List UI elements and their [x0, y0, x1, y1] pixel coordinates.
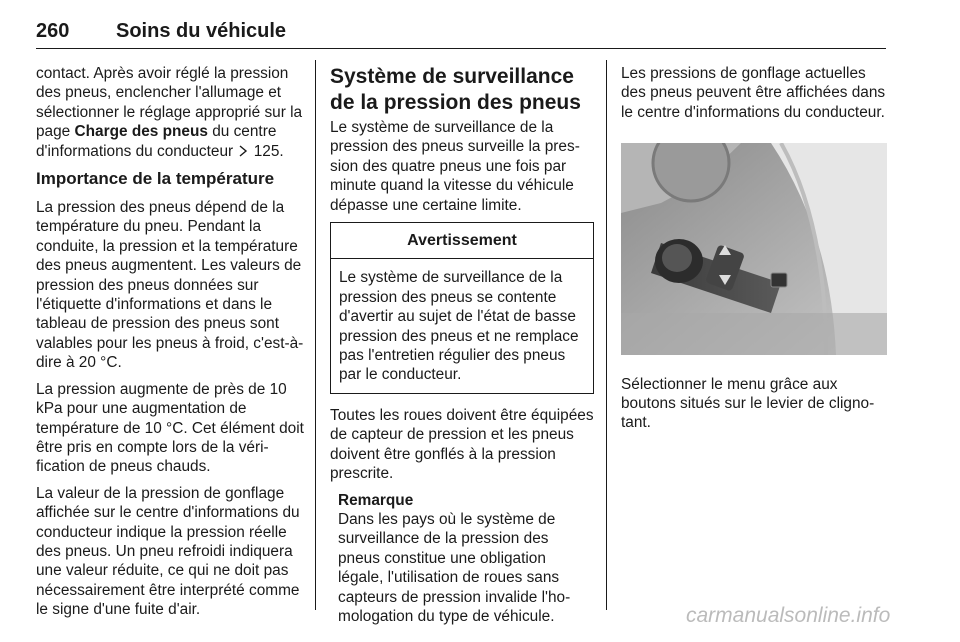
warning-box [330, 222, 594, 394]
header-rule [36, 48, 886, 49]
menu-name: Charge des pneus [74, 123, 208, 141]
page-reference-icon [237, 145, 249, 157]
column-3 [621, 64, 887, 440]
warning-body: Le système de surveillance de la pression des pneus se contente d'avertir au sujet de l'état de basse pression des pneus et ne remplace pas l'entretien régulier des pneus par le conducteur. [339, 269, 579, 384]
heading-temperature: Importance de la température [36, 169, 275, 189]
page-header [36, 20, 886, 50]
running-title: Soins du véhicule [116, 20, 287, 42]
paragraph-pressure-increase: La pression augmente de près de 10 kPa pour une augmentation de température de 10 °C. Cet élément doit être pris en compte lors de la vérification de pneus chauds. [36, 380, 304, 476]
paragraph-current-pressures: Les pressions de gonflage actuelles des pneus peuvent être affichées dans le centre d'informations du conducteur. [621, 65, 886, 121]
column-divider-2 [606, 60, 607, 610]
column-divider-1 [315, 60, 316, 610]
paragraph-tpms-intro: Le système de surveillance de la pression des pneus surveille la pression des quatre pneus une fois par minute quand la vitesse du véhicule dépasse une certaine limite. [330, 119, 580, 214]
page-number: 260 [36, 20, 70, 42]
turn-signal-lever-photo-icon [621, 143, 887, 355]
note-title: Remarque [338, 491, 414, 509]
note-body: Dans les pays où le système de surveillance de la pression des pneus constitue une obligation légale, l'utilisation de roues sans capteurs de pression invalide l'homologation du type de véhicule. [338, 510, 571, 625]
warning-title: Avertissement [331, 223, 593, 259]
paragraph-display-value: La valeur de la pression de gonflage affichée sur le centre d'informations du conducteur indique la pression réelle des pneus. Un pneu refroidi indiquera une valeur réduite, ce qui ne doit pas nécessairement être interprété comme le signe d'une fuite d'air. [36, 484, 300, 619]
column-2 [330, 64, 594, 626]
section-title-tpms: Système de surveillance de la pression des pneus [330, 65, 581, 114]
note-block [330, 491, 594, 627]
column-1 [36, 64, 304, 627]
paragraph-sensors: Toutes les roues doivent être équipées de capteur de pression et les pneus doivent être gonflés à la pression prescrite. [330, 406, 594, 483]
paragraph-select-menu: Sélectionner le menu grâce aux boutons situés sur le levier de clignotant. [621, 375, 875, 432]
paragraph-continuation: contact. Après avoir réglé la pression des pneus, enclencher l'allumage et sélectionner le réglage approprié sur la page Charge des pneus du centre d'informations du conducteur 125. [36, 65, 303, 160]
watermark: carmanualsonline.info [686, 604, 891, 627]
page-reference: 125. [249, 142, 284, 160]
paragraph-temperature: La pression des pneus dépend de la température du pneu. Pendant la conduite, la pression et la température des pneus augmentent. Les valeurs de pression des pneus données sur l'étiquette d'informations et dans le tableau de pression des pneus sont valables pour les pneus à froid, c'est-à-dire à 20 °C. [36, 199, 304, 372]
